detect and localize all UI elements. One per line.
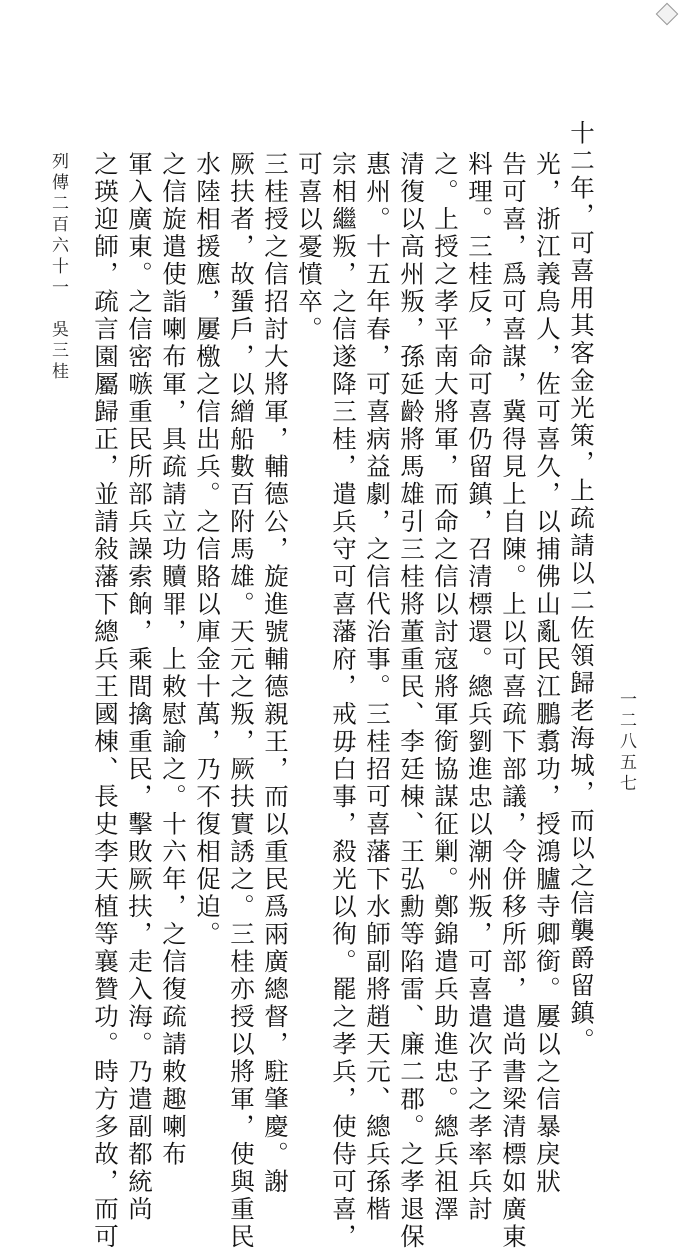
page-number: 一二八五七 <box>616 690 636 795</box>
text-column-7: 惠州。十五年春，可喜病益劇，之信代治事。三桂招可喜藩下水師副將趙天元、總兵孫楷 <box>363 151 392 1224</box>
text-column-15: 之瑛迎師，疏言園屬歸正，並請敍藩下總兵王國棟、長史李天植等襄贊功。時方多故，而可 <box>91 151 120 1251</box>
text-column-1: 十二年，可喜用其客金光策，上疏請以二佐領歸老海城，而以之信襲爵留鎮。 <box>567 120 596 1055</box>
running-head: 列傳二百六十一 吳三桂 <box>48 152 68 383</box>
text-column-10: 三桂授之信招討大將軍，輔德公，旋進號輔德親王，而以重民爲兩廣總督，駐肇慶。謝 <box>261 151 290 1196</box>
text-column-5: 之。上授之孝平南大將軍，而命之信以討寇將軍銜協謀征剿。鄭錦遣兵助進忠。總兵祖澤 <box>431 151 460 1224</box>
text-column-14: 軍入廣東。之信密嗾重民所部兵譟索餉，乘間擒重民，擊敗厥扶，走入海。乃遣副都統尚 <box>125 151 154 1224</box>
text-column-11: 厥扶者，故蜑戶，以繒船數百附馬雄。天元之叛，厥扶實誘之。三桂亦授以將軍，使與重民 <box>227 151 256 1251</box>
text-column-9: 可喜以憂憤卒。 <box>295 151 324 344</box>
text-column-2: 光，浙江義烏人，佐可喜久，以捕佛山亂民江鵬翥功，授鴻臚寺卿銜。屢以之信暴戾狀 <box>533 151 562 1196</box>
text-column-13: 之信旋遣使詣喇布軍，具疏請立功贖罪，上敕慰諭之。十六年，之信復疏請敕趣喇布 <box>159 151 188 1169</box>
text-column-3: 告可喜，爲可喜謀，冀得見上自陳。上以可喜疏下部議，令併移所部，遣尚書梁清標如廣東 <box>499 151 528 1251</box>
text-column-4: 料理。三桂反，命可喜仍留鎮，召清標還。總兵劉進忠以潮州叛，可喜遣次子之孝率兵討 <box>465 151 494 1224</box>
text-column-6: 清復以高州叛，孫延齡將馬雄引三桂將董重民、李廷棟、王弘勳等陷雷、廉二郡。之孝退保 <box>397 151 426 1251</box>
text-column-12: 水陸相援應，屢檄之信出兵。之信賂以庫金十萬，乃不復相促迫。 <box>193 151 222 949</box>
text-column-8: 宗相繼叛，之信遂降三桂，遣兵守可喜藩府，戒毋白事，殺光以徇。罷之孝兵，使侍可喜， <box>329 151 358 1251</box>
corner-mark-icon <box>656 3 679 26</box>
